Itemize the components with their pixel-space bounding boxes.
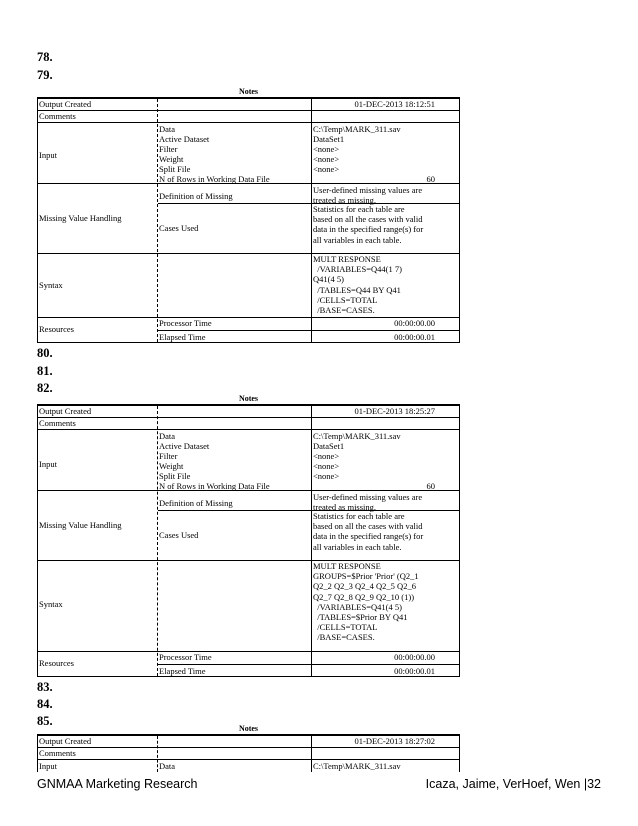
label-active-dataset: Active Dataset (159, 441, 210, 451)
label-comments: Comments (39, 111, 76, 121)
label-cases-used: Cases Used (159, 530, 199, 540)
table-title: Notes (238, 724, 259, 733)
label-definition-of-missing: Definition of Missing (159, 191, 233, 201)
item-number: 85. (37, 714, 53, 728)
footer-left: GNMAA Marketing Research (37, 777, 198, 791)
weight-value: <none> (313, 461, 340, 471)
data-path: C:\Temp\MARK_311.sav (313, 761, 401, 771)
row-divider (38, 759, 459, 760)
label-comments: Comments (39, 418, 76, 428)
label-resources: Resources (39, 658, 74, 668)
definition-of-missing-value: User-defined missing values are treated as missing. (313, 492, 423, 513)
data-path: C:\Temp\MARK_311.sav (313, 431, 401, 441)
elapsed-time-value: 00:00:00.01 (394, 332, 435, 342)
label-output-created: Output Created (39, 406, 92, 416)
label-data: Data (159, 124, 176, 134)
label-elapsed-time: Elapsed Time (159, 332, 206, 342)
row-divider (158, 330, 459, 331)
notes-table-2 (37, 404, 460, 677)
label-missing-value-handling: Missing Value Handling (39, 520, 122, 530)
output-created-value: 01-DEC-2013 18:27:02 (354, 736, 435, 746)
data-path: C:\Temp\MARK_311.sav (313, 124, 401, 134)
output-created-value: 01-DEC-2013 18:12:51 (354, 99, 435, 109)
label-input: Input (39, 761, 57, 771)
row-divider (38, 110, 459, 111)
label-filter: Filter (159, 451, 178, 461)
column-divider (311, 406, 312, 676)
elapsed-time-value: 00:00:00.01 (394, 666, 435, 676)
definition-of-missing-value: User-defined missing values are treated as missing. (313, 185, 423, 206)
label-processor-time: Processor Time (159, 652, 212, 662)
row-divider (38, 747, 459, 748)
label-cases-used: Cases Used (159, 223, 199, 233)
label-input: Input (39, 459, 57, 469)
column-divider (311, 736, 312, 772)
label-output-created: Output Created (39, 736, 92, 746)
processor-time-value: 00:00:00.00 (394, 318, 435, 328)
label-output-created: Output Created (39, 99, 92, 109)
column-divider (311, 99, 312, 342)
label-split-file: Split File (159, 164, 191, 174)
split-file-value: <none> (313, 164, 340, 174)
label-comments: Comments (39, 748, 76, 758)
item-number: 81. (37, 364, 53, 378)
active-dataset-value: DataSet1 (313, 441, 345, 451)
label-n-rows: N of Rows in Working Data File (159, 174, 270, 184)
split-file-value: <none> (313, 471, 340, 481)
column-divider (157, 406, 158, 676)
item-number: 82. (37, 381, 53, 395)
footer-right: Icaza, Jaime, VerHoef, Wen |32 (425, 777, 601, 791)
label-data: Data (159, 431, 176, 441)
active-dataset-value: DataSet1 (313, 134, 345, 144)
filter-value: <none> (313, 451, 340, 461)
item-number: 83. (37, 680, 53, 694)
n-rows-value: 60 (426, 174, 435, 184)
item-number: 79. (37, 68, 53, 82)
label-definition-of-missing: Definition of Missing (159, 498, 233, 508)
syntax-value: MULT RESPONSE GROUPS=$Prior 'Prior' (Q2_1 Q2_2 Q2_3 Q2_4 Q2_5 Q2_6 Q2_7 Q2_8 Q2_9 Q2_10 (1)) /VARIABLES=Q41(4 5) /TABLES=$Prior BY Q41 /CELLS=TOTAL /BASE=CASES. (313, 561, 419, 643)
table-title: Notes (238, 87, 259, 96)
label-n-rows: N of Rows in Working Data File (159, 481, 270, 491)
n-rows-value: 60 (426, 481, 435, 491)
label-weight: Weight (159, 461, 184, 471)
cases-used-value: Statistics for each table are based on all the cases with valid data in the specified range(s) for all variables in each table. (313, 511, 424, 552)
processor-time-value: 00:00:00.00 (394, 652, 435, 662)
label-missing-value-handling: Missing Value Handling (39, 213, 122, 223)
cases-used-value: Statistics for each table are based on all the cases with valid data in the specified range(s) for all variables in each table. (313, 204, 424, 245)
label-elapsed-time: Elapsed Time (159, 666, 206, 676)
label-processor-time: Processor Time (159, 318, 212, 328)
output-created-value: 01-DEC-2013 18:25:27 (354, 406, 435, 416)
syntax-value: MULT RESPONSE /VARIABLES=Q44(1 7) Q41(4 5) /TABLES=Q44 BY Q41 /CELLS=TOTAL /BASE=CASES. (313, 254, 402, 316)
row-divider (38, 417, 459, 418)
filter-value: <none> (313, 144, 340, 154)
weight-value: <none> (313, 154, 340, 164)
item-number: 78. (37, 50, 53, 64)
row-divider (38, 122, 459, 123)
label-filter: Filter (159, 144, 178, 154)
label-syntax: Syntax (39, 280, 63, 290)
item-number: 84. (37, 697, 53, 711)
label-split-file: Split File (159, 471, 191, 481)
label-resources: Resources (39, 324, 74, 334)
item-number: 80. (37, 346, 53, 360)
label-input: Input (39, 150, 57, 160)
label-weight: Weight (159, 154, 184, 164)
column-divider (157, 99, 158, 342)
table-title: Notes (238, 394, 259, 403)
label-syntax: Syntax (39, 599, 63, 609)
column-divider (157, 736, 158, 772)
row-divider (38, 429, 459, 430)
row-divider (158, 664, 459, 665)
label-active-dataset: Active Dataset (159, 134, 210, 144)
label-data: Data (159, 761, 176, 771)
notes-table-1 (37, 97, 460, 343)
notes-table-3 (37, 734, 460, 772)
